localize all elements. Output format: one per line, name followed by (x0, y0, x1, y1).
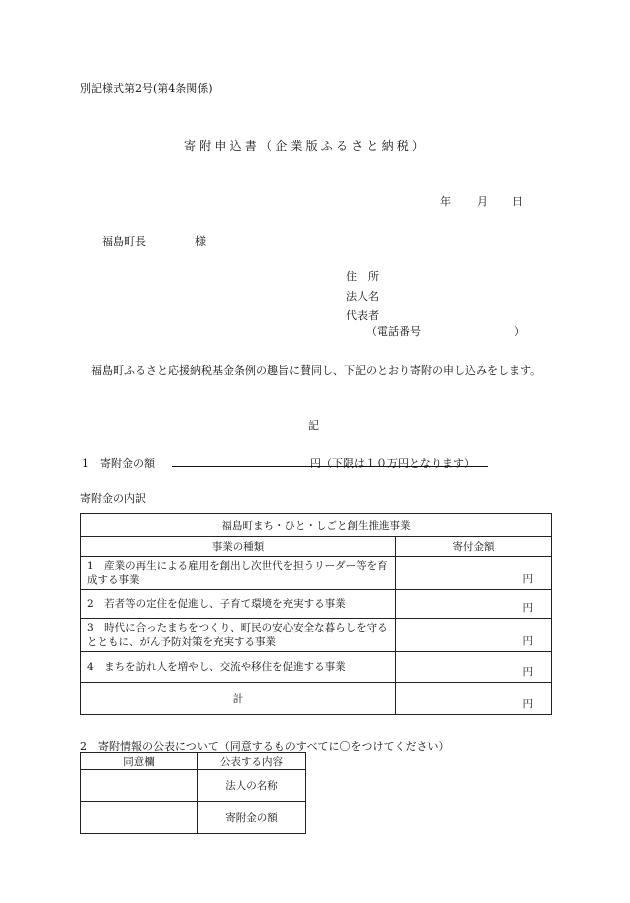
address-label: 住 所 (346, 270, 379, 283)
project-name: 4 まちを訪れ人を増やし、交流や移住を促進する事業 (81, 652, 396, 683)
amount-cell[interactable] (396, 590, 552, 619)
consent-cell[interactable] (81, 802, 198, 834)
yen-unit: 円 (522, 602, 533, 614)
table-header: 福島町まち・ひと・しごと創生推進事業 (81, 514, 552, 537)
date-year-label: 年 (440, 195, 451, 208)
table-row (81, 802, 306, 834)
col-consent-header: 同意欄 (81, 753, 198, 770)
project-name: 2 若者等の定住を促進し、子育て環境を充実する事業 (81, 590, 396, 619)
amount-cell[interactable] (396, 557, 552, 590)
project-name: 1 産業の再生による雇用を創出し次世代を担うリーダー等を育成する事業 (81, 557, 396, 590)
col-amount-header: 寄付金額 (396, 537, 552, 557)
table-row (81, 619, 552, 652)
table-row (81, 557, 552, 590)
total-label: 計 (81, 683, 396, 715)
project-name: 3 時代に合ったまちをつくり、町民の安心安全な暮らしを守るとともに、がん予防対策を充実する事業 (81, 619, 396, 652)
disclosure-section-label: 2 寄附情報の公表について（同意するものすべてに〇をつけてください） (80, 740, 450, 753)
table-row (81, 770, 306, 802)
total-row (81, 683, 552, 715)
disclosure-table (80, 752, 306, 834)
yen-unit: 円 (522, 666, 533, 678)
col-content-header: 公表する内容 (198, 753, 306, 770)
disclosure-item: 寄附金の額 (198, 802, 306, 834)
ki-heading: 記 (308, 419, 319, 432)
breakdown-table (80, 513, 552, 715)
yen-unit: 円 (522, 698, 533, 710)
breakdown-label: 寄附金の内訳 (80, 492, 146, 505)
date-day-label: 日 (512, 195, 523, 208)
phone-label: （電話番号 (366, 325, 421, 338)
corporation-name-label: 法人名 (346, 290, 379, 303)
consent-cell[interactable] (81, 770, 198, 802)
addressee-honorific: 様 (195, 235, 206, 248)
yen-unit: 円 (522, 635, 533, 647)
disclosure-item: 法人の名称 (198, 770, 306, 802)
addressee-name: 福島町長 (102, 235, 146, 248)
yen-unit: 円 (522, 573, 533, 585)
amount-cell[interactable] (396, 652, 552, 683)
form-number: 別記様式第2号(第4条関係) (80, 82, 213, 95)
donation-amount-note: 円（下限は１０万円となります） (310, 457, 475, 470)
amount-cell[interactable] (396, 619, 552, 652)
representative-label: 代表者 (346, 309, 379, 322)
donation-amount-label: 1 寄附金の額 (82, 457, 155, 470)
table-row (81, 652, 552, 683)
page-title: 寄附申込書（企業版ふるさと納税） (184, 139, 428, 153)
application-statement: 福島町ふるさと応援納税基金条例の趣旨に賛同し、下記のとおり寄附の申し込みをします。 (91, 364, 542, 377)
table-row (81, 590, 552, 619)
phone-close-paren: ） (514, 325, 525, 338)
date-month-label: 月 (477, 195, 488, 208)
col-project-header: 事業の種類 (81, 537, 396, 557)
total-amount-cell[interactable] (396, 683, 552, 715)
